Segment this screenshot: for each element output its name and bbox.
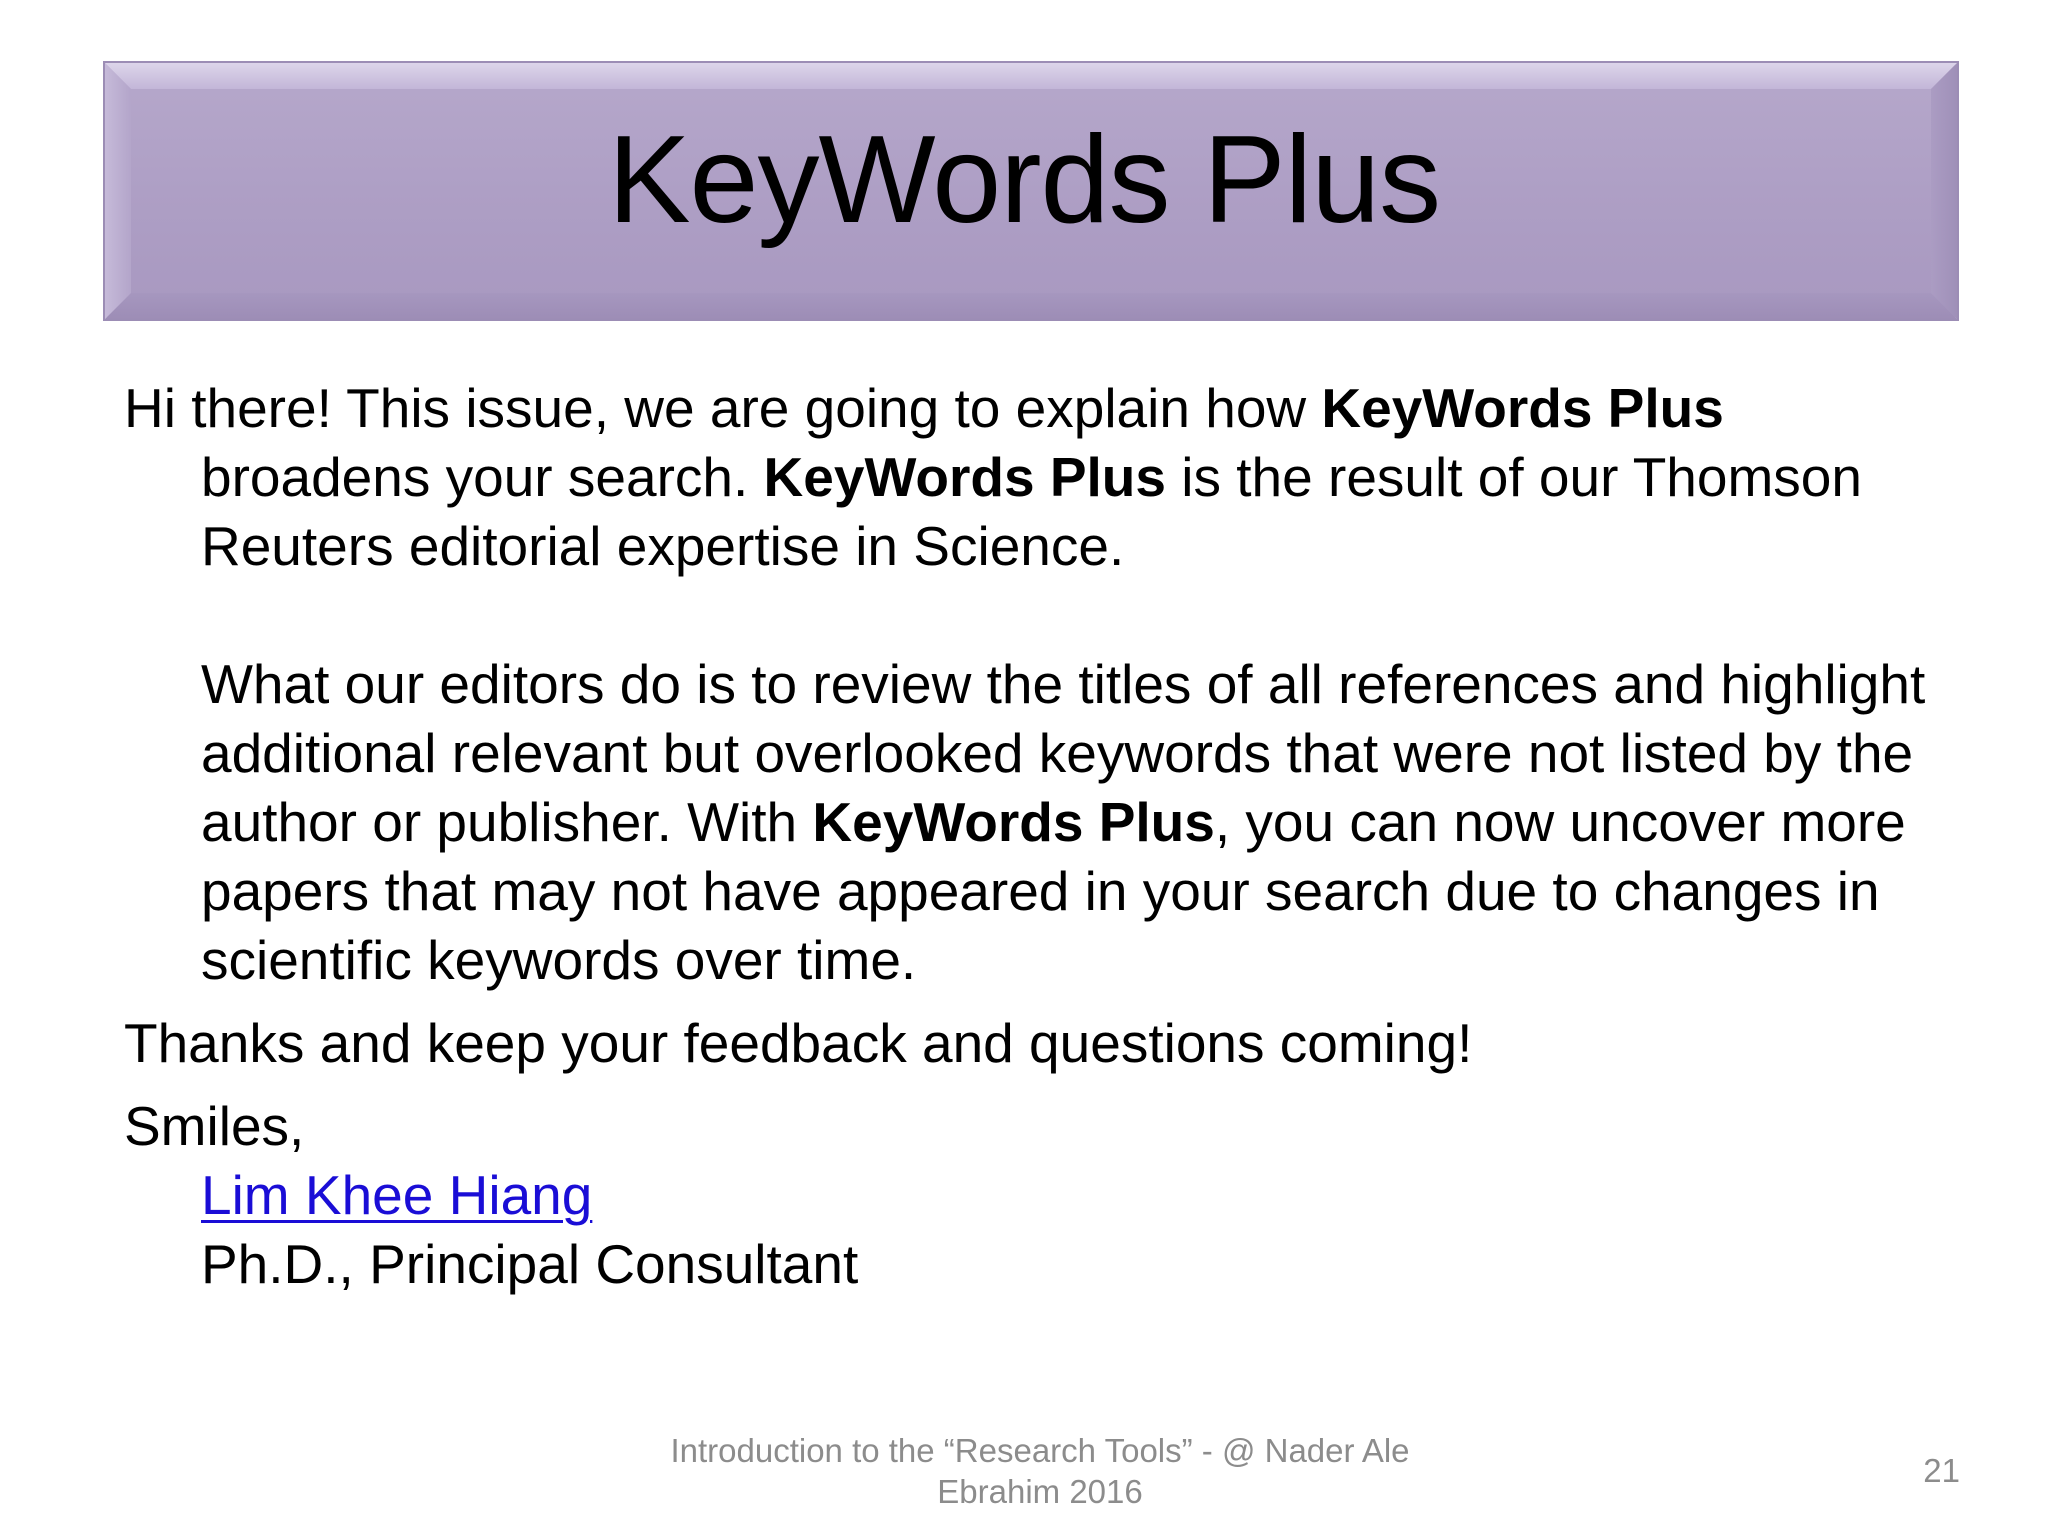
intro-bold-2: KeyWords Plus [763, 446, 1166, 508]
editors-text-1: What our editors do is to review the titles of all references and highlight additional relevant but overlooked keywords that were not listed by the author or publisher. With [201, 653, 1926, 853]
editors-bold-1: KeyWords Plus [812, 791, 1215, 853]
intro-text-2: broadens your search. [201, 446, 764, 508]
signature-name-link[interactable]: Lim Khee Hiang [201, 1164, 593, 1226]
footer-line-1: Introduction to the “Research Tools” - @ Nader Ale [670, 1432, 1410, 1469]
signature-name-line [124, 1161, 1944, 1230]
intro-bold-1: KeyWords Plus [1321, 377, 1724, 439]
intro-paragraph [124, 374, 1944, 581]
thanks-line: Thanks and keep your feedback and questions coming! [124, 1012, 1473, 1074]
closing-line: Smiles, [124, 1095, 305, 1157]
editors-text-2: , you can now uncover more papers that may not have appeared in your search due to changes in scientific keywords over time. [201, 791, 1906, 991]
page-number: 21 [1923, 1452, 1960, 1489]
intro-text-1: Hi there! This issue, we are going to explain how [124, 377, 1322, 439]
footer-line-2: Ebrahim 2016 [937, 1473, 1143, 1510]
slide-footer [630, 1430, 1450, 1512]
slide-body [124, 374, 1944, 1299]
paragraph-spacer [124, 581, 1944, 650]
editors-paragraph [124, 650, 1944, 995]
intro-text-3: is the result of our Thomson Reuters editorial expertise in Science. [201, 446, 1862, 577]
signature-title: Ph.D., Principal Consultant [201, 1233, 859, 1295]
slide-title: KeyWords Plus [607, 111, 1441, 249]
banner-bevel-bottom [105, 293, 1957, 319]
banner-bevel-top [105, 63, 1957, 89]
